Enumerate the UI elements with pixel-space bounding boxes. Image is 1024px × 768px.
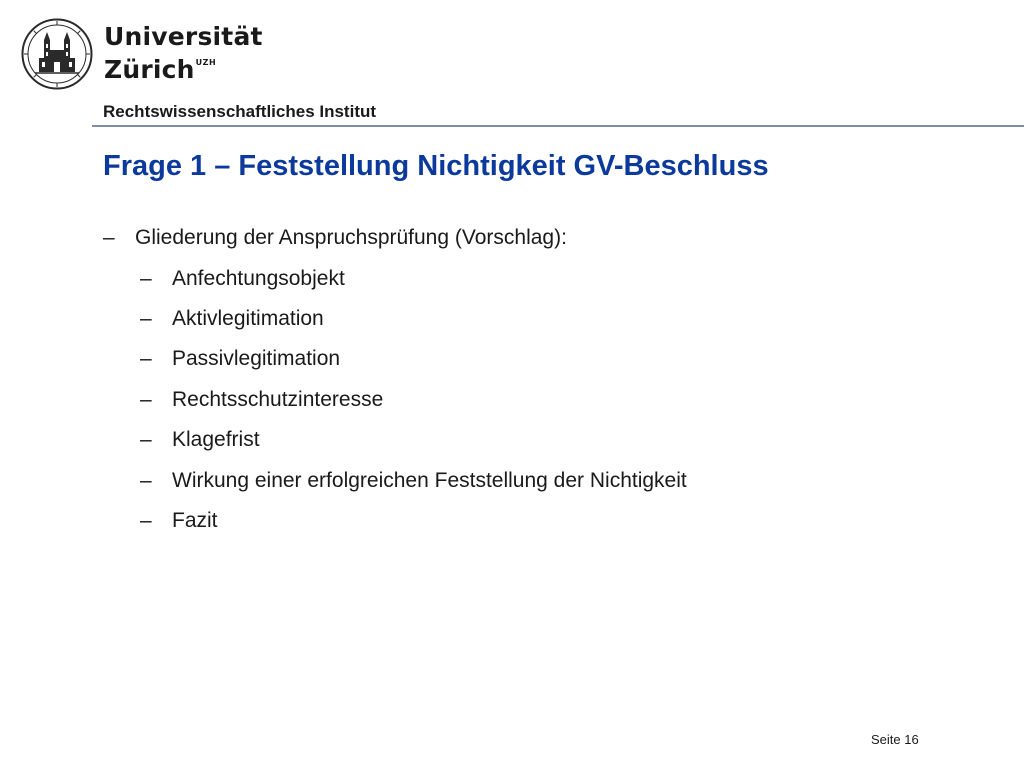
bullet-dash: – (140, 509, 152, 532)
bullet-dash: – (140, 307, 152, 330)
page-number: Seite 16 (871, 732, 919, 747)
university-seal-icon (21, 18, 93, 90)
bullet-text: Aktivlegitimation (172, 307, 324, 330)
bullet-text: Gliederung der Anspruchsprüfung (Vorschlag): (135, 226, 567, 249)
bullet-text: Rechtsschutzinteresse (172, 388, 384, 411)
logo-uzh-superscript: UZH (195, 58, 217, 67)
bullet-dash: – (140, 347, 152, 370)
slide-title: Frage 1 – Feststellung Nichtigkeit GV-Beschluss (103, 150, 769, 182)
institute-name: Rechtswissenschaftliches Institut (103, 102, 377, 121)
bullet-dash: – (140, 267, 152, 290)
bullet-dash: – (140, 428, 152, 451)
university-logo (104, 24, 263, 82)
bullet-dash: – (103, 226, 115, 249)
bullet-text: Wirkung einer erfolgreichen Feststellung der Nichtigkeit (172, 469, 687, 492)
bullet-dash: – (140, 388, 152, 411)
bullet-text: Fazit (172, 509, 218, 532)
logo-line-universitaet: Universität (104, 22, 263, 51)
bullet-text: Klagefrist (172, 428, 260, 451)
bullet-dash: – (140, 469, 152, 492)
logo-zuerich-text: Zürich (104, 55, 195, 84)
logo-line-zuerich (104, 57, 263, 82)
bullet-text: Anfechtungsobjekt (172, 267, 345, 290)
header-divider (92, 125, 1024, 127)
bullet-text: Passivlegitimation (172, 347, 341, 370)
